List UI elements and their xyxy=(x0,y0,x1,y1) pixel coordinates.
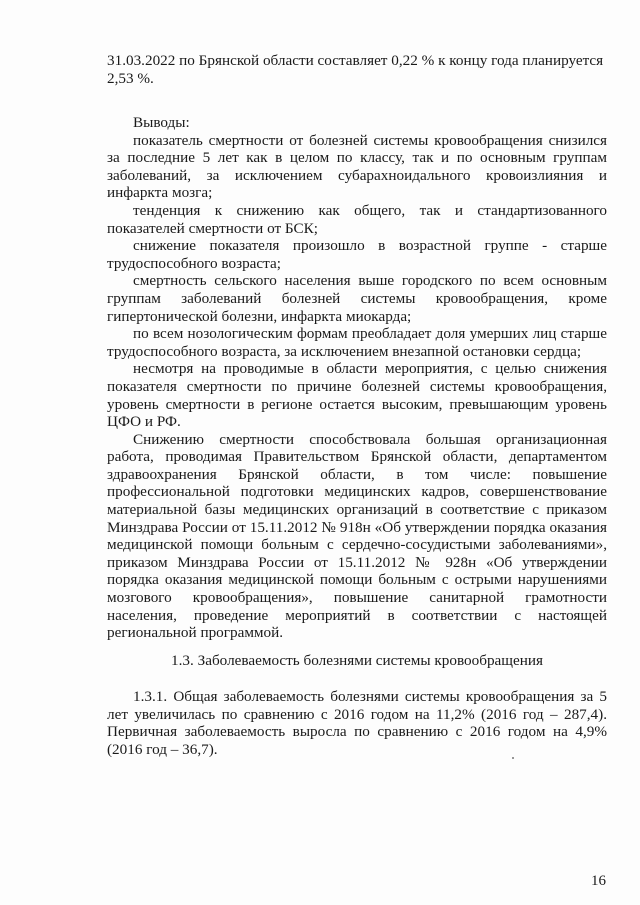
section-block xyxy=(107,688,607,758)
conclusion-item: тенденция к снижению как общего, так и стандартизованного показателей смертности от БСК; xyxy=(107,201,607,237)
conclusion-item: по всем нозологическим формам преобладает доля умерших лиц старше трудоспособного возраста, за исключением внезапной остановки сердца; xyxy=(107,325,607,360)
conclusion-item: несмотря на проводимые в области мероприятия, с целью снижения показателя смертности по причине болезней системы кровообращения, уровень смертности в регионе остается высоким, превышающим уровень ЦФО и РФ. xyxy=(107,360,607,431)
conclusion-item: смертность сельского населения выше городского по всем основным группам заболеваний болезней системы кровообращения, кроме гипертонической болезни, инфаркта миокарда; xyxy=(107,272,607,325)
conclusion-item: снижение показателя произошло в возрастной группе - старше трудоспособного возраста; xyxy=(107,237,607,272)
conclusions-title: Выводы: xyxy=(133,114,190,131)
page-number: 16 xyxy=(591,873,606,889)
section-paragraph: 1.3.1. Общая заболеваемость болезнями системы кровообращения за 5 лет увеличилась по сравнению с 2016 годом на 11,2% (2016 год – 287,4). Первичная заболеваемость выросла по сравнению с 2016 годом на 4,9% (2016 год – 36,7). xyxy=(107,688,607,758)
scan-speck xyxy=(512,757,514,759)
continuation-block xyxy=(107,52,607,87)
conclusions-block xyxy=(107,114,607,642)
conclusion-item: показатель смертности от болезней системы кровообращения снизился за последние 5 лет как в целом по классу, так и по основным группам заболеваний, за исключением субарахноидального кровоизлияния и инфаркта мозга; xyxy=(107,131,607,202)
conclusions-summary: Снижению смертности способствовала большая организационная работа, проводимая Правительством Брянской области, департаментом здравоохранения Брянской области, в том числе: повышение профессиональной подготовки медицинских кадров, совершенствование материальной базы медицинских организаций в соответствие с приказом Минздрава России от 15.11.2012 № 918н «Об утверждении порядка оказания медицинской помощи больным с сердечно-сосудистыми заболеваниями», приказом Минздрава России от 15.11.2012 № 928н «Об утверждении порядка оказания медицинской помощи больным с острыми нарушениями мозгового кровообращения», повышение санитарной грамотности населения, проведение мероприятий в соответствии с настоящей региональной программой. xyxy=(107,430,607,642)
section-heading: 1.3. Заболеваемость болезнями системы кровообращения xyxy=(171,652,543,669)
continuation-paragraph: 31.03.2022 по Брянской области составляет 0,22 % к концу года планируется 2,53 %. xyxy=(107,52,604,87)
